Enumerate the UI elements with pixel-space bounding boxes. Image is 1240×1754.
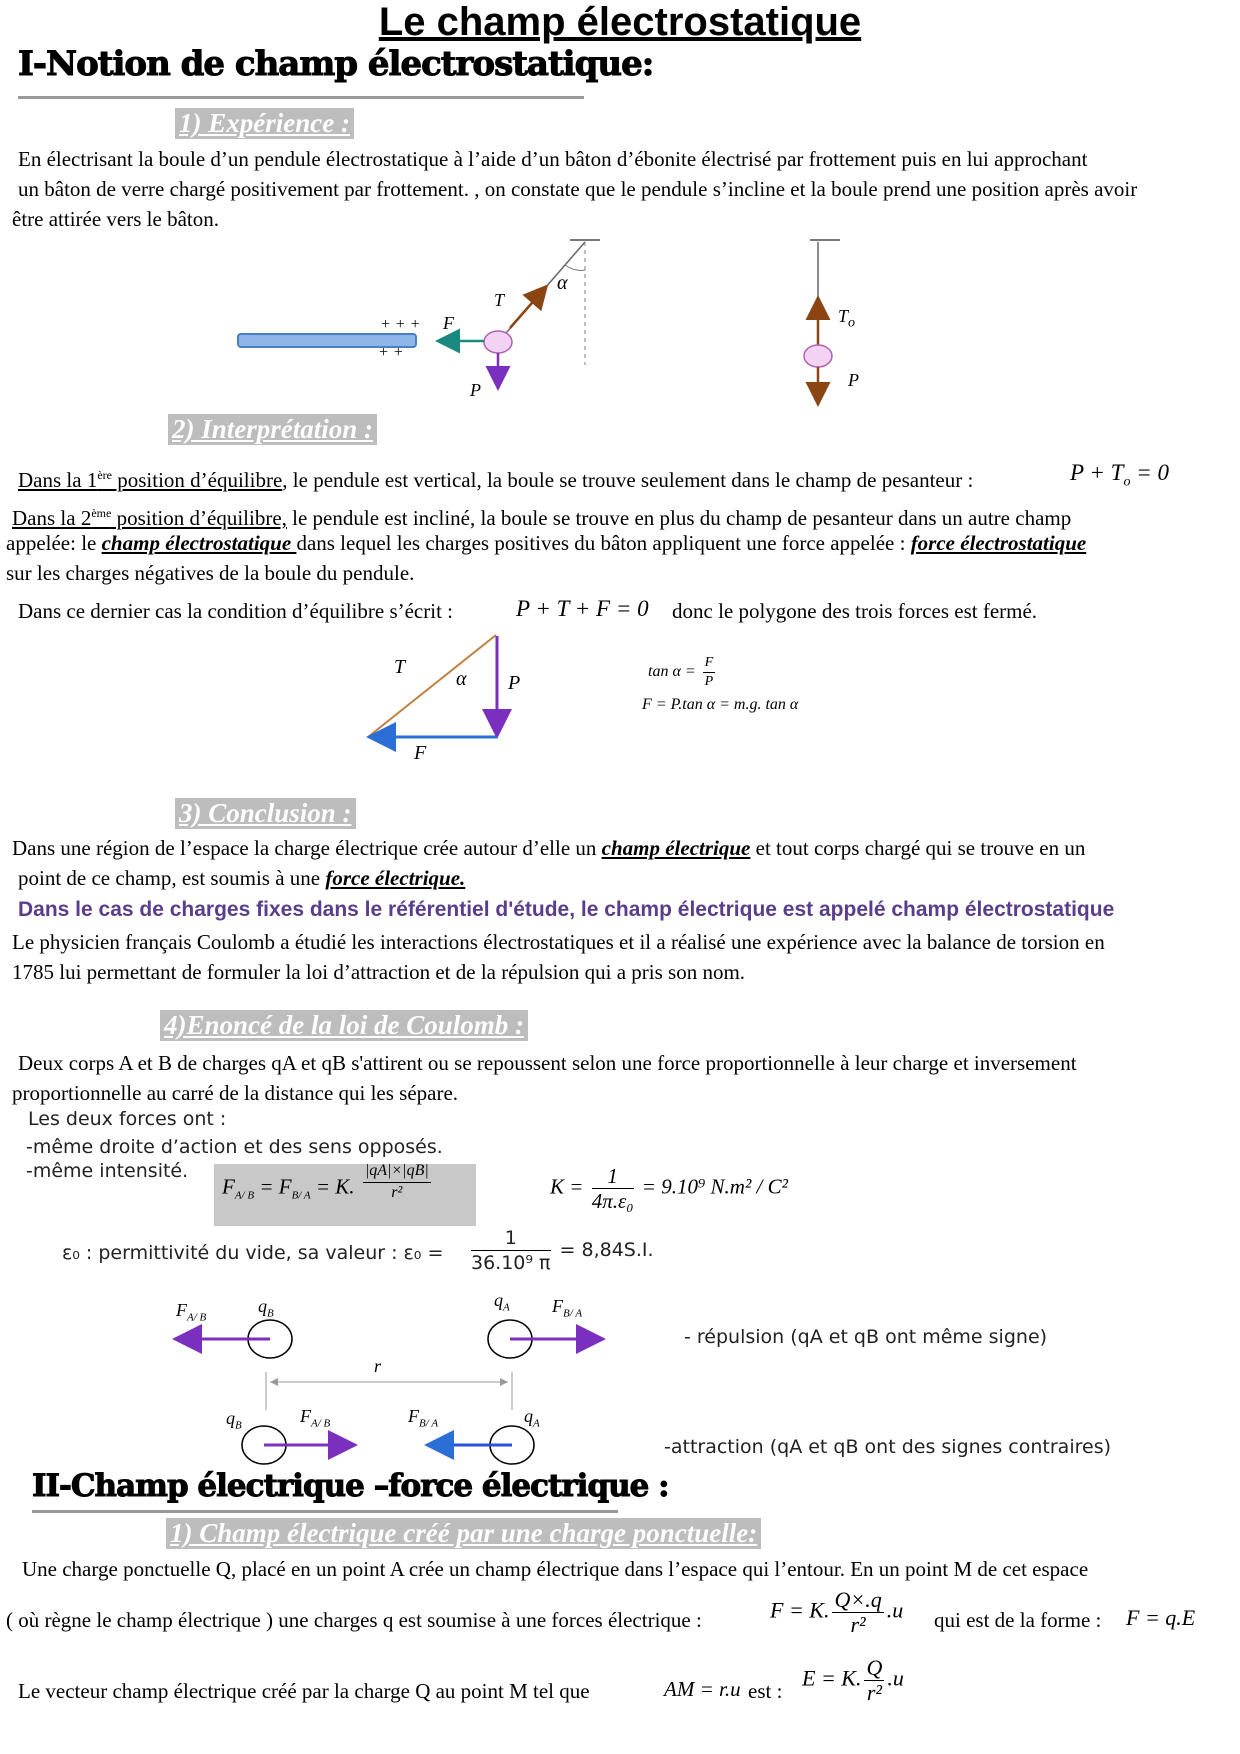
interpretation-line-3: appelée: le champ électrostatique dans lequel les charges positives du bâton appliquent une force appelée : force électrostatique <box>6 531 1087 555</box>
page-title: Le champ électrostatique <box>378 0 862 44</box>
section-2-subheading: 1) Champ électrique créé par une charge ponctuelle: <box>166 1518 761 1549</box>
force-formula: F = P.tan α = m.g. tan α <box>642 696 799 713</box>
attraction-text: -attraction (qA et qB ont des signes contraires) <box>664 1436 1112 1458</box>
conclusion-line-5: 1785 lui permettant de formuler la loi d’attraction et de la répulsion qui a pris son nom. <box>12 960 746 984</box>
section-2-line-2: ( où règne le champ électrique ) une charges q est soumise à une forces électrique : <box>6 1608 702 1632</box>
section-2-line-3b: est : <box>748 1679 783 1703</box>
am-formula: AM = r.u <box>664 1677 741 1701</box>
label-P: P <box>470 380 481 400</box>
epsilon-value: $\frac{1}{\text{36.10⁹ π}}$ = 8,84S.I. <box>471 1227 654 1274</box>
triangle-label-alpha: α <box>456 668 467 690</box>
section-2-line-1: Une charge ponctuelle Q, placé en un point A crée un champ électrique dans l’espace qui l’entour. En un point M de cet espace <box>22 1557 1089 1581</box>
equilibrium-eq-1: $P + T_o = 0$ <box>1070 460 1169 490</box>
coulomb-line-2: proportionnelle au carré de la distance qui les sépare. <box>12 1081 459 1105</box>
conclusion-subheading: 3) Conclusion : <box>175 798 356 829</box>
triangle-label-P: P <box>508 672 521 694</box>
label-alpha: α <box>557 272 568 294</box>
conclusion-line-1: Dans une région de l’espace la charge électrique crée autour d’elle un champ électrique et tout corps chargé qui se trouve en un <box>12 836 1086 860</box>
repulsion-text: - répulsion (qA et qB ont même signe) <box>684 1326 1048 1348</box>
rep-label-qB: $q_B$ <box>258 1296 274 1320</box>
equilibrium-eq-2: P + T + F = 0 <box>516 596 649 621</box>
rod-charges-top: + + + <box>380 316 421 333</box>
forces-line-1: -même droite d’action et des sens opposés. <box>26 1136 443 1158</box>
conclusion-line-3: Dans le cas de charges fixes dans le référentiel d'étude, le champ électrique est appelé champ électrostatique <box>18 898 1115 921</box>
section-2-rule <box>32 1510 618 1513</box>
tan-formula: tan α = $\frac{F}{P}$ <box>648 655 714 689</box>
force-electric-formula: F = K. $\frac{Q\times.q}{\text{r²}}$ .u <box>770 1587 904 1637</box>
coulomb-subheading: 4)Enoncé de la loi de Coulomb : <box>160 1010 528 1041</box>
interpretation-subheading: 2) Interprétation : <box>168 414 377 445</box>
rep-label-FAB: $F_{A/ B}$ <box>176 1300 207 1324</box>
att-label-FAB: $F_{A/ B}$ <box>300 1406 331 1430</box>
section-2-line-3: Le vecteur champ électrique créé par la charge Q au point M tel que <box>18 1679 590 1703</box>
interpretation-line-5b: donc le polygone des trois forces est fermé. <box>672 599 1038 623</box>
interpretation-line-1: Dans la 1ère position d’équilibre, le pendule est vertical, la boule se trouve seulement dans le champ de pesanteur : <box>18 468 974 492</box>
interpretation-line-2: Dans la 2ème position d’équilibre, le pendule est incliné, la boule se trouve en plus du champ de pesanteur dans un autre champ <box>12 506 1072 530</box>
experience-line-2: un bâton de verre chargé positivement par frottement. , on constate que le pendule s’incline et la boule prend une position après avoir <box>18 177 1138 201</box>
label-P-vertical: P <box>848 370 859 390</box>
att-label-qA: $q_A$ <box>524 1406 540 1430</box>
coulomb-line-1: Deux corps A et B de charges qA et qB s'attirent ou se repoussent selon une force proportionnelle à leur charge et inversement <box>18 1051 1077 1075</box>
forces-line-2: -même intensité. <box>26 1160 189 1182</box>
section-2-line-2b: qui est de la forme : <box>934 1608 1102 1632</box>
forces-heading: Les deux forces ont : <box>28 1108 227 1130</box>
experience-subheading: 1) Expérience : <box>175 108 354 139</box>
distance-label-r: r <box>374 1356 382 1376</box>
epsilon-text: ε₀ : permittivité du vide, sa valeur : ε₀ = <box>62 1242 444 1264</box>
experience-line-1: En électrisant la boule d’un pendule électrostatique à l’aide d’un bâton d’ébonite électrisé par frottement puis en lui approchant <box>18 147 1088 171</box>
section-2-heading: II-Champ électrique –force électrique : <box>32 1468 669 1504</box>
conclusion-line-2: point de ce champ, est soumis à une force électrique. <box>18 866 466 890</box>
rod-charges-bottom: + + <box>378 344 404 361</box>
conclusion-line-4: Le physicien français Coulomb a étudié les interactions électrostatiques et il a réalisé une expérience avec la balance de torsion en <box>12 930 1105 954</box>
force-q-e-formula: F = q.E <box>1126 1605 1196 1630</box>
interpretation-line-4: sur les charges négatives de la boule du pendule. <box>6 561 415 585</box>
att-label-FBA: $F_{B/ A}$ <box>408 1406 439 1430</box>
experience-line-3: être attirée vers le bâton. <box>12 207 219 231</box>
rep-label-qA: $q_A$ <box>494 1290 510 1314</box>
label-F: F <box>443 313 454 333</box>
k-formula: K = $\frac{1}{\text{4π.ε₀}}$ = 9.10⁹ N.m² / C² <box>550 1164 788 1213</box>
label-To: $T_o$ <box>838 306 856 331</box>
interpretation-line-5: Dans ce dernier cas la condition d’équilibre s’écrit : <box>18 599 453 623</box>
triangle-label-F: F <box>414 742 427 764</box>
rep-label-FBA: $F_{B/ A}$ <box>552 1296 583 1320</box>
triangle-label-T: T <box>394 656 406 678</box>
label-T: T <box>494 290 505 310</box>
att-label-qB: $q_B$ <box>226 1408 242 1432</box>
field-formula: E = K. $\frac{Q}{\text{r²}}$ .u <box>802 1655 904 1705</box>
section-1-heading: I-Notion de champ électrostatique: <box>18 44 654 84</box>
coulomb-formula-box: $F_{A/ B} = F_{B/ A} = K$. $\frac{|qA|\times|qB|}{\text{r²}}$ <box>214 1164 476 1226</box>
